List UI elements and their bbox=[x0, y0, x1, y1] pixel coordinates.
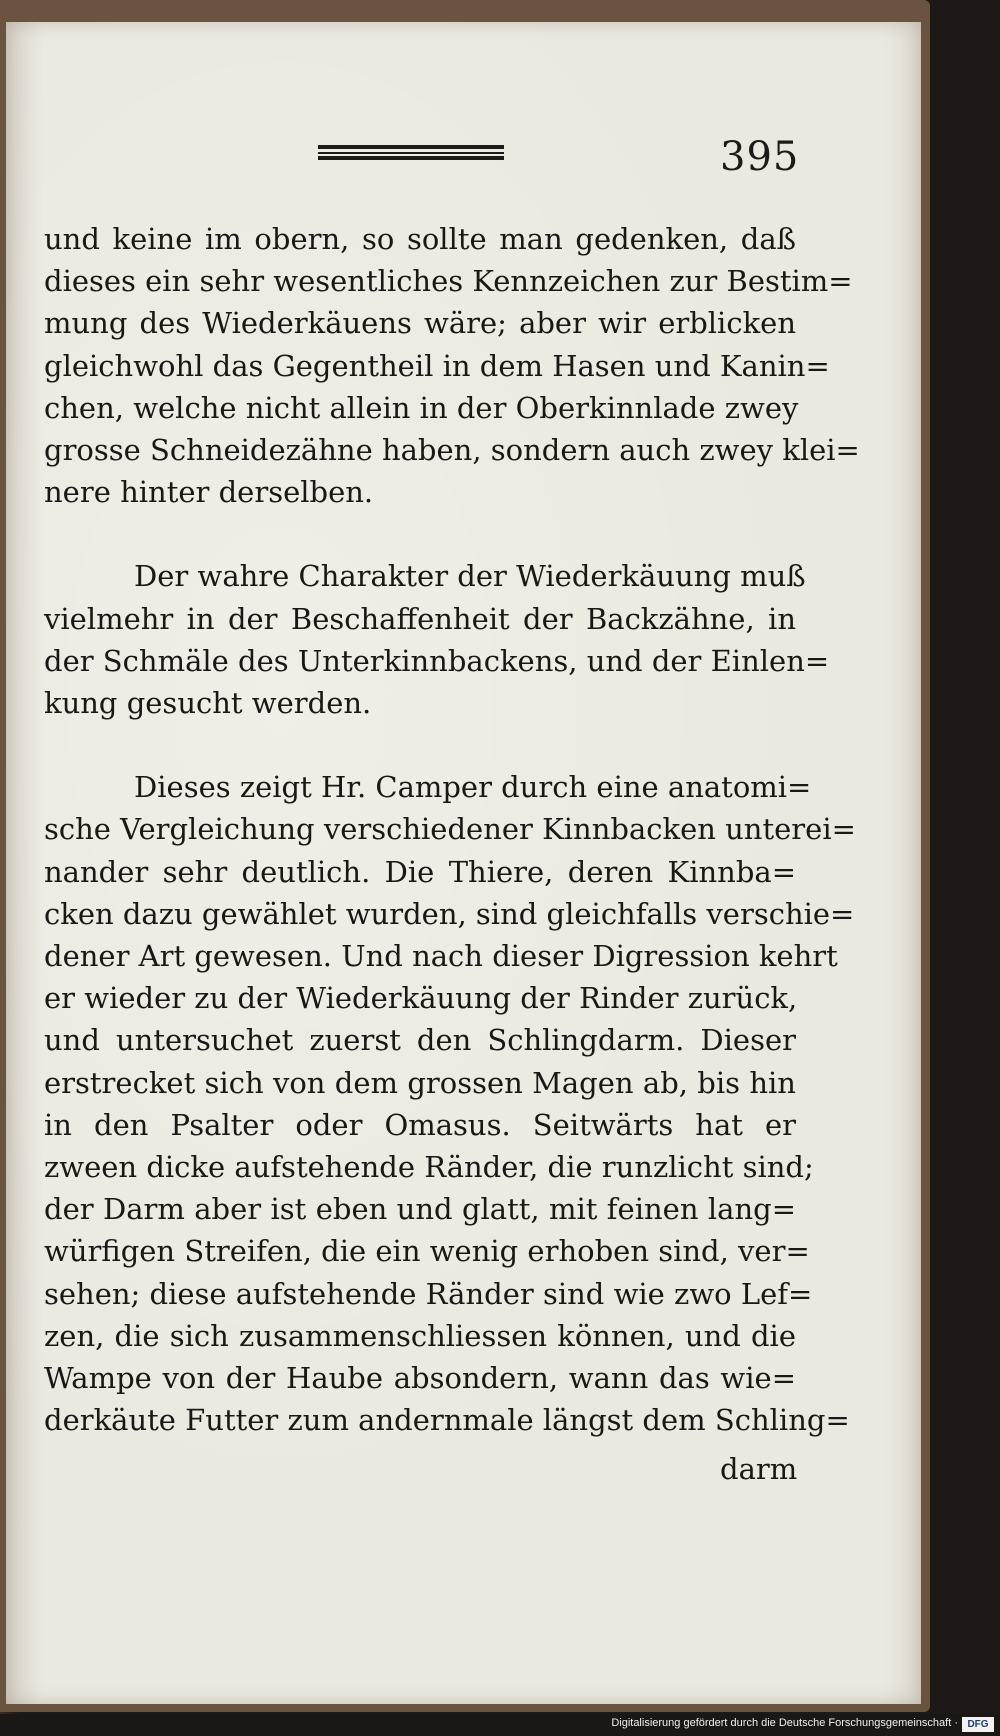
text-line: Dieses zeigt Hr. Camper durch eine anatomi= bbox=[134, 770, 812, 805]
header-ornament-rule bbox=[318, 145, 504, 161]
dfg-logo-icon: DFG bbox=[962, 1717, 994, 1732]
text-line: Der wahre Charakter der Wiederkäuung muß bbox=[134, 559, 806, 594]
paragraph bbox=[44, 555, 830, 724]
paragraph bbox=[44, 218, 860, 513]
text-line: dener Art gewesen. Und nach dieser Digression kehrt bbox=[44, 939, 838, 974]
text-line: nere hinter derselben. bbox=[44, 475, 374, 510]
text-line: mung des Wiederkäuens wäre; aber wir erblicken bbox=[44, 306, 796, 341]
footer-credit: Digitalisierung gefördert durch die Deutsche Forschungsgemeinschaft · bbox=[611, 1717, 958, 1729]
text-line: Wampe von der Haube absondern, wann das wie= bbox=[44, 1361, 796, 1396]
text-line: und keine im obern, so sollte man gedenken, daß bbox=[44, 222, 796, 256]
text-line: erstrecket sich von dem grossen Magen ab, bis hin bbox=[44, 1065, 796, 1100]
body-text bbox=[44, 218, 860, 1441]
text-line: nander sehr deutlich. Die Thiere, deren Kinnba= bbox=[44, 854, 796, 889]
text-line: sche Vergleichung verschiedener Kinnbacken unterei= bbox=[44, 812, 856, 847]
text-line: gleichwohl das Gegentheil in dem Hasen und Kanin= bbox=[44, 348, 830, 383]
text-line: der Darm aber ist eben und glatt, mit feinen lang= bbox=[44, 1192, 796, 1227]
text-line: würfigen Streifen, die ein wenig erhoben sind, ver= bbox=[44, 1234, 810, 1269]
page-number: 395 bbox=[720, 134, 800, 180]
text-line: und untersuchet zuerst den Schlingdarm. Dieser bbox=[44, 1023, 796, 1058]
catchword: darm bbox=[720, 1452, 798, 1486]
text-line: vielmehr in der Beschaffenheit der Backzähne, in bbox=[44, 601, 796, 636]
text-line: zen, die sich zusammenschliessen können, und die bbox=[44, 1318, 796, 1353]
text-line: dieses ein sehr wesentliches Kennzeichen zur Bestim= bbox=[44, 264, 853, 299]
text-line: er wieder zu der Wiederkäuung der Rinder zurück, bbox=[44, 981, 798, 1016]
text-line: kung gesucht werden. bbox=[44, 686, 372, 721]
text-line: sehen; diese aufstehende Ränder sind wie zwo Lef= bbox=[44, 1276, 813, 1311]
text-line: grosse Schneidezähne haben, sondern auch zwey klei= bbox=[44, 433, 860, 468]
text-line: der Schmäle des Unterkinnbackens, und der Einlen= bbox=[44, 643, 830, 678]
text-line: zween dicke aufstehende Ränder, die runzlicht sind; bbox=[44, 1150, 814, 1185]
digitization-footer bbox=[0, 1714, 1000, 1736]
text-line: chen, welche nicht allein in der Oberkinnlade zwey bbox=[44, 390, 799, 425]
text-line: cken dazu gewählet wurden, sind gleichfalls verschie= bbox=[44, 896, 855, 931]
text-line: in den Psalter oder Omasus. Seitwärts hat er bbox=[44, 1107, 796, 1142]
text-line: derkäute Futter zum andernmale längst dem Schling= bbox=[44, 1403, 850, 1438]
paragraph bbox=[44, 766, 856, 1441]
